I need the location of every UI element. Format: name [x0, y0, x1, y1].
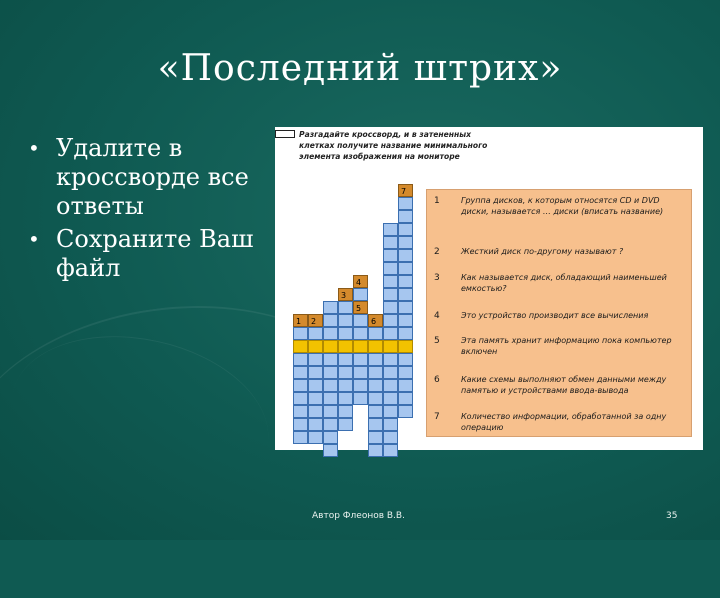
crossword-cell	[308, 314, 323, 327]
crossword-cell	[323, 327, 338, 340]
crossword-instructions: Разгадайте кроссворд, и в затененных клетках получите название минимального элемента изображения на мониторе	[299, 130, 488, 161]
crossword-cell	[353, 392, 368, 405]
crossword-cell	[308, 431, 323, 444]
crossword-cell	[398, 262, 413, 275]
crossword-cell	[323, 314, 338, 327]
crossword-cell	[383, 405, 398, 418]
crossword-cell	[383, 223, 398, 236]
crossword-cell	[323, 379, 338, 392]
crossword-cell	[398, 340, 413, 353]
crossword-cell	[398, 249, 413, 262]
crossword-cell	[368, 327, 383, 340]
crossword-cell	[383, 249, 398, 262]
crossword-cell	[398, 353, 413, 366]
clue-number: 2	[434, 247, 440, 257]
crossword-cell	[323, 301, 338, 314]
crossword-cell	[353, 327, 368, 340]
crossword-cell	[338, 301, 353, 314]
clue-text: Эта память хранит информацию пока компьютер включен	[461, 336, 672, 356]
crossword-cell	[398, 210, 413, 223]
crossword-cell	[368, 405, 383, 418]
crossword-cell	[293, 405, 308, 418]
crossword-cell	[293, 353, 308, 366]
crossword-cell	[368, 353, 383, 366]
crossword-cell	[368, 392, 383, 405]
cell-number: 7	[401, 187, 407, 196]
cell-number: 4	[356, 278, 362, 287]
clue-panel	[426, 189, 692, 437]
crossword-cell	[398, 301, 413, 314]
crossword-cell	[383, 340, 398, 353]
crossword-cell	[293, 379, 308, 392]
crossword-cell	[383, 314, 398, 327]
bullet-item	[28, 225, 268, 283]
crossword-cell	[308, 366, 323, 379]
bullet-text: Удалите в кроссворде все ответы	[56, 134, 249, 220]
bullet-dot-icon: •	[28, 136, 40, 160]
crossword-cell	[353, 366, 368, 379]
crossword-cell	[293, 314, 308, 327]
crossword-cell	[308, 353, 323, 366]
crossword-cell	[398, 379, 413, 392]
clue-number: 7	[434, 412, 440, 422]
crossword-cell	[398, 392, 413, 405]
crossword-cell	[398, 184, 413, 197]
crossword-cell	[398, 314, 413, 327]
crossword-cell	[398, 405, 413, 418]
footer-author: Автор Флеонов В.В.	[312, 511, 405, 521]
crossword-cell	[398, 275, 413, 288]
crossword-cell	[353, 353, 368, 366]
crossword-cell	[353, 340, 368, 353]
crossword-cell	[383, 379, 398, 392]
crossword-cell	[293, 366, 308, 379]
bullet-dot-icon: •	[28, 227, 40, 251]
crossword-cell	[338, 314, 353, 327]
crossword-cell	[338, 366, 353, 379]
clue-text: Какие схемы выполняют обмен данными между памятью и устройствами ввода-вывода	[461, 375, 667, 395]
cell-number: 1	[296, 317, 302, 326]
clue-text: Жесткий диск по-другому называют ?	[461, 247, 624, 256]
crossword-cell	[338, 392, 353, 405]
crossword-cell	[398, 327, 413, 340]
crossword-image	[275, 127, 703, 450]
crossword-cell	[323, 418, 338, 431]
crossword-cell	[368, 340, 383, 353]
crossword-cell	[308, 327, 323, 340]
cell-number: 6	[371, 317, 377, 326]
crossword-cell	[383, 392, 398, 405]
crossword-cell	[338, 340, 353, 353]
crossword-cell	[368, 444, 383, 457]
crossword-cell	[383, 353, 398, 366]
crossword-cell	[293, 392, 308, 405]
crossword-cell	[338, 288, 353, 301]
crossword-cell	[383, 431, 398, 444]
crossword-cell	[383, 327, 398, 340]
crossword-cell	[323, 392, 338, 405]
crossword-cell	[398, 223, 413, 236]
instruction-box-icon	[275, 130, 295, 138]
crossword-cell	[398, 236, 413, 249]
crossword-cell	[368, 418, 383, 431]
crossword-cell	[368, 314, 383, 327]
crossword-cell	[338, 405, 353, 418]
slide-title: «Последний штрих»	[157, 48, 563, 89]
bullet-list	[28, 134, 268, 287]
crossword-cell	[293, 340, 308, 353]
crossword-cell	[353, 275, 368, 288]
crossword-cell	[323, 405, 338, 418]
crossword-cell	[353, 314, 368, 327]
crossword-cell	[323, 340, 338, 353]
crossword-cell	[323, 431, 338, 444]
page-number: 35	[666, 511, 678, 521]
crossword-cell	[368, 366, 383, 379]
crossword-cell	[383, 301, 398, 314]
clue-text: Группа дисков, к которым относятся CD и DVD диски, называется … диски (вписать название)	[461, 196, 664, 216]
crossword-cell	[353, 288, 368, 301]
bullet-text: Сохраните Ваш файл	[56, 225, 254, 282]
crossword-cell	[323, 353, 338, 366]
crossword-cell	[383, 444, 398, 457]
clue-number: 6	[434, 375, 440, 385]
clue-text: Количество информации, обработанной за одну операцию	[461, 412, 667, 432]
crossword-cell	[338, 418, 353, 431]
crossword-cell	[383, 262, 398, 275]
crossword-cell	[308, 418, 323, 431]
crossword-cell	[383, 275, 398, 288]
crossword-cell	[368, 431, 383, 444]
clue-number: 1	[434, 196, 440, 206]
crossword-cell	[383, 236, 398, 249]
crossword-cell	[293, 431, 308, 444]
crossword-cell	[323, 444, 338, 457]
crossword-cell	[338, 327, 353, 340]
clue-number: 3	[434, 273, 440, 283]
crossword-cell	[308, 340, 323, 353]
crossword-cell	[293, 418, 308, 431]
crossword-cell	[353, 379, 368, 392]
crossword-cell	[308, 392, 323, 405]
crossword-cell	[368, 379, 383, 392]
crossword-cell	[323, 366, 338, 379]
crossword-cell	[293, 327, 308, 340]
clue-number: 5	[434, 336, 440, 346]
crossword-cell	[308, 379, 323, 392]
cell-number: 3	[341, 291, 347, 300]
crossword-cell	[383, 366, 398, 379]
crossword-cell	[338, 379, 353, 392]
crossword-cell	[398, 197, 413, 210]
cell-number: 2	[311, 317, 317, 326]
clue-text: Как называется диск, обладающий наименьшей емкостью?	[461, 273, 667, 293]
bullet-item	[28, 134, 268, 221]
cell-number: 5	[356, 304, 362, 313]
crossword-cell	[383, 288, 398, 301]
crossword-cell	[338, 353, 353, 366]
crossword-cell	[353, 301, 368, 314]
crossword-cell	[398, 366, 413, 379]
clue-text: Это устройство производит все вычисления	[461, 311, 649, 320]
crossword-cell	[383, 418, 398, 431]
clue-number: 4	[434, 311, 440, 321]
crossword-cell	[398, 288, 413, 301]
crossword-cell	[308, 405, 323, 418]
